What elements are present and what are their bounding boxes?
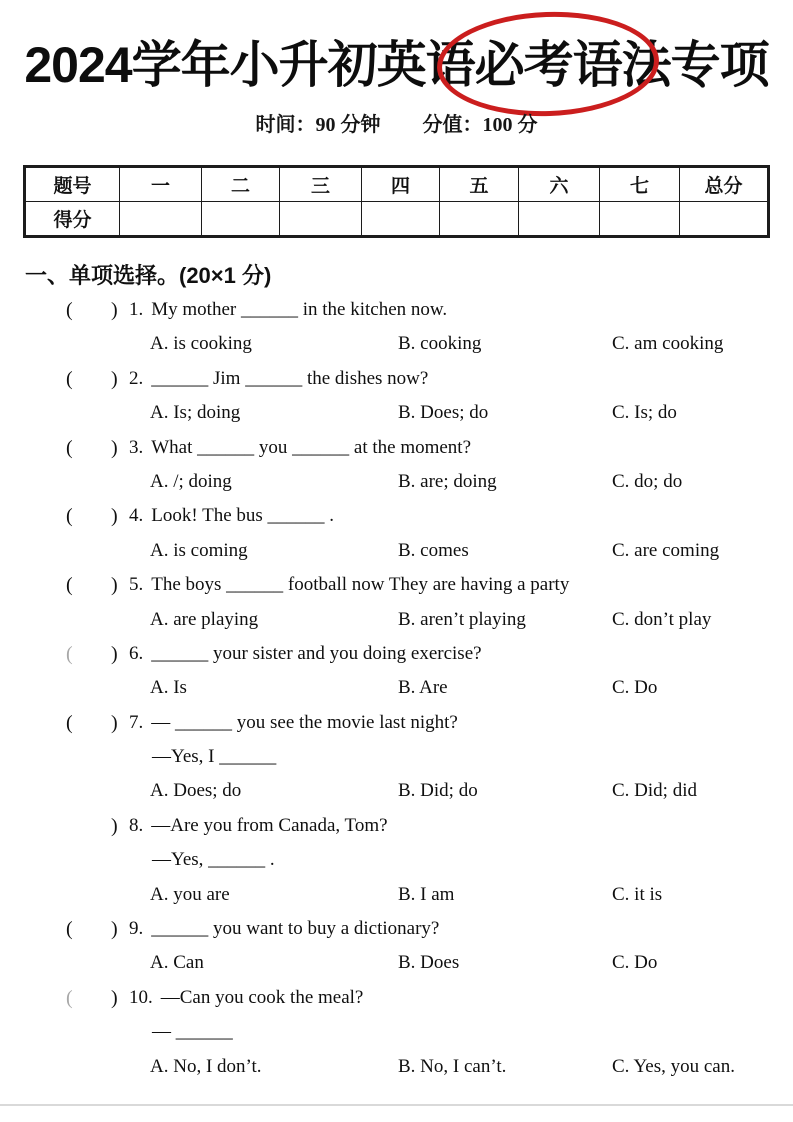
option-a: A. /; doing (150, 470, 232, 492)
option-a: A. you are (150, 883, 230, 905)
answer-paren-close: ) (111, 814, 118, 837)
option-c: C. Is; do (612, 402, 677, 424)
question-continuation-line (0, 843, 793, 877)
option-c: C. do; do (612, 470, 683, 492)
score-table-col: 四 (362, 167, 440, 202)
option-b: B. Does; do (398, 402, 489, 424)
question-4 (0, 499, 793, 568)
answer-paren-close: ) (111, 918, 118, 941)
question-number: 6. (129, 642, 144, 664)
option-a: A. Can (150, 952, 204, 974)
question-1 (0, 293, 793, 362)
option-a: A. are playing (150, 608, 259, 630)
question-stem: —Can you cook the meal? (160, 986, 364, 1008)
option-c: C. it is (612, 883, 663, 905)
question-options-line (0, 465, 793, 499)
question-6 (0, 637, 793, 706)
question-number: 2. (129, 367, 144, 389)
question-options-line (0, 1050, 793, 1084)
option-a: A. Does; do (150, 780, 242, 802)
score-table-col: 五 (440, 167, 519, 202)
option-c: C. Do (612, 952, 658, 974)
option-b: B. No, I can’t. (398, 1055, 507, 1077)
question-stem-line (0, 568, 793, 602)
answer-paren-close: ) (111, 986, 118, 1009)
question-continuation-line (0, 1015, 793, 1049)
question-7 (0, 706, 793, 809)
question-options-line (0, 603, 793, 637)
question-number: 1. (129, 299, 144, 320)
question-number: 5. (129, 574, 144, 596)
question-number: 7. (129, 711, 144, 733)
exam-meta (0, 108, 793, 137)
option-b: B. Did; do (398, 780, 478, 802)
page-bottom-divider (0, 1104, 793, 1106)
question-options-line (0, 774, 793, 808)
answer-paren-close: ) (111, 367, 118, 390)
question-stem-line (0, 706, 793, 740)
score-cell-empty (202, 202, 280, 237)
score-table-col: 三 (280, 167, 362, 202)
question-stem: —Are you from Canada, Tom? (151, 814, 388, 836)
score-cell-empty (280, 202, 362, 237)
score-cell-empty (519, 202, 600, 237)
score-table-col: 六 (519, 167, 600, 202)
option-b: B. Are (398, 677, 448, 699)
answer-paren-open: ( (66, 505, 73, 528)
question-list (0, 293, 793, 1084)
question-5 (0, 568, 793, 637)
option-a: A. Is; doing (150, 402, 241, 424)
score-table-corner: 题号 (25, 167, 120, 202)
question-options-line (0, 878, 793, 912)
option-c: C. are coming (612, 539, 720, 561)
answer-paren-close: ) (111, 299, 118, 321)
option-b: B. are; doing (398, 470, 497, 492)
question-stem-line (0, 499, 793, 533)
section-heading: 一、单项选择。(20×1 分) (25, 263, 272, 288)
option-a: A. is coming (150, 539, 248, 561)
question-stem: ______ Jim ______ the dishes now? (151, 367, 429, 389)
question-answer-line: — ______ (152, 1021, 233, 1043)
score-table-col: 二 (202, 167, 280, 202)
page-title: 2024学年小升初英语必考语法专项 (24, 37, 769, 93)
question-stem: ______ your sister and you doing exercise? (151, 642, 482, 664)
question-stem: What ______ you ______ at the moment? (151, 436, 472, 458)
answer-paren-close: ) (111, 436, 118, 459)
option-b: B. aren’t playing (398, 608, 526, 630)
option-b: B. comes (398, 539, 469, 561)
question-stem: ______ you want to buy a dictionary? (151, 918, 440, 940)
score-cell-empty (362, 202, 440, 237)
question-8 (0, 809, 793, 912)
answer-paren-open: ( (66, 711, 73, 734)
score-row-label: 得分 (25, 202, 120, 237)
question-9 (0, 912, 793, 981)
answer-paren-close: ) (111, 642, 118, 665)
question-stem-line (0, 981, 793, 1015)
question-number: 10. (129, 986, 153, 1008)
question-continuation-line (0, 740, 793, 774)
option-b: B. I am (398, 883, 455, 905)
answer-paren-open: ( (66, 299, 73, 321)
question-10 (0, 981, 793, 1084)
question-stem-line (0, 293, 793, 327)
option-a: A. No, I don’t. (150, 1055, 262, 1077)
option-c: C. Yes, you can. (612, 1055, 735, 1077)
question-stem: — ______ you see the movie last night? (151, 711, 458, 733)
question-2 (0, 362, 793, 431)
question-stem-line (0, 809, 793, 843)
score-table-col: 七 (600, 167, 680, 202)
answer-paren-open: ( (66, 918, 73, 941)
option-a: A. is cooking (150, 333, 252, 355)
question-number: 9. (129, 918, 144, 940)
question-number: 3. (129, 436, 144, 458)
option-b: B. Does (398, 952, 460, 974)
question-options-line (0, 396, 793, 430)
question-options-line (0, 534, 793, 568)
question-number: 8. (129, 814, 144, 836)
answer-paren-close: ) (111, 505, 118, 528)
score-table-score-row (25, 202, 769, 237)
answer-paren-open: ( (66, 986, 73, 1009)
question-options-line (0, 327, 793, 361)
score-table-header-row (25, 167, 769, 202)
question-answer-line: —Yes, ______ . (152, 849, 275, 871)
question-answer-line: —Yes, I ______ (152, 746, 277, 768)
option-c: C. Do (612, 677, 658, 699)
question-stem: My mother ______ in the kitchen now. (151, 299, 448, 320)
score-cell-empty (120, 202, 202, 237)
question-options-line (0, 946, 793, 980)
score-table-col: 总分 (680, 167, 769, 202)
answer-paren-open: ( (66, 574, 73, 597)
option-c: C. Did; did (612, 780, 697, 802)
score-table (23, 165, 770, 238)
score-cell-empty (440, 202, 519, 237)
answer-paren-close: ) (111, 711, 118, 734)
answer-paren-open: ( (66, 367, 73, 390)
answer-paren-close: ) (111, 574, 118, 597)
answer-paren-open: ( (66, 436, 73, 459)
option-b: B. cooking (398, 333, 482, 355)
question-stem-line (0, 431, 793, 465)
title-row (0, 34, 793, 96)
question-options-line (0, 671, 793, 705)
answer-paren-open: ( (66, 642, 73, 665)
option-c: C. am cooking (612, 333, 724, 355)
question-stem: The boys ______ football now They are having a party (151, 574, 570, 596)
option-a: A. Is (150, 677, 187, 699)
question-stem: Look! The bus ______ . (151, 505, 335, 527)
question-stem-line (0, 362, 793, 396)
question-3 (0, 431, 793, 500)
question-stem-line (0, 912, 793, 946)
time-label: 时间：90 分钟 (255, 114, 381, 136)
question-stem-line (0, 637, 793, 671)
score-cell-empty (600, 202, 680, 237)
score-table-col: 一 (120, 167, 202, 202)
question-number: 4. (129, 505, 144, 527)
option-c: C. don’t play (612, 608, 712, 630)
score-cell-empty (680, 202, 769, 237)
score-label: 分值：100 分 (422, 114, 538, 136)
